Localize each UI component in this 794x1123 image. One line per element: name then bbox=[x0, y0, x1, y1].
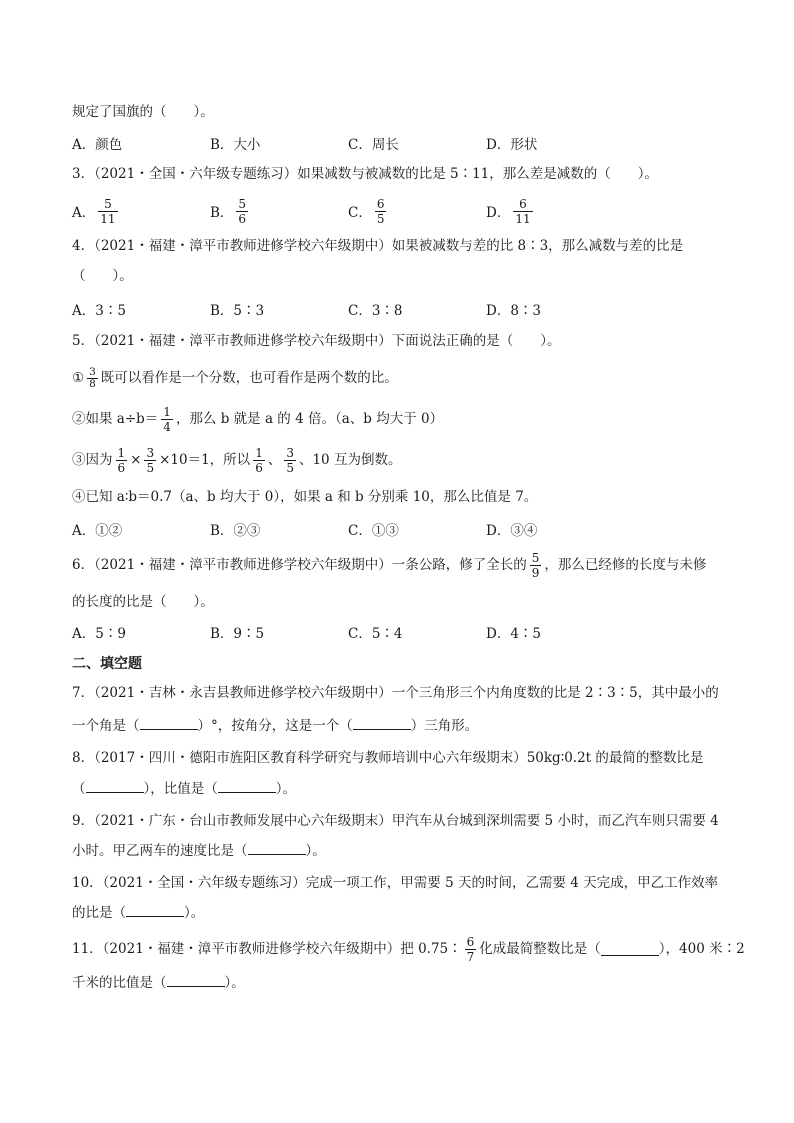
q3-stem: 3．（2021・全国・六年级专题练习）如果减数与被减数的比是 5∶11，那么差是减数的（ ）。 bbox=[72, 166, 659, 182]
fraction bbox=[98, 197, 117, 226]
q8-line-1: 8．（2017・四川・德阳市旌阳区教育科学研究与教师培训中心六年级期末）50kg∶0.2t 的最简的整数比是 bbox=[72, 750, 704, 766]
denominator: 11 bbox=[100, 211, 116, 226]
numerator: 3 bbox=[89, 365, 96, 378]
statement-text: 、10 互为倒数。 bbox=[298, 452, 402, 468]
q4-options bbox=[72, 291, 632, 327]
q3-options bbox=[72, 193, 632, 229]
q10-line-1: 10．（2021・全国・六年级专题练习）完成一项工作，甲需要 5 天的时间，乙需要 4 天完成，甲乙工作效率 bbox=[72, 875, 719, 891]
text: （ bbox=[72, 781, 86, 797]
q6-stem bbox=[72, 548, 706, 582]
text: ）°，按角分，这是一个（ bbox=[197, 718, 353, 734]
answer-blank[interactable] bbox=[248, 842, 306, 855]
text: ），400 米∶2 bbox=[658, 941, 745, 957]
fraction bbox=[530, 551, 542, 580]
text: ）。 bbox=[275, 781, 296, 797]
text: ）。 bbox=[305, 843, 326, 859]
denominator: 5 bbox=[146, 460, 155, 475]
fraction bbox=[116, 446, 128, 475]
q7-line-1: 7．（2021・吉林・永吉县教师进修学校六年级期中）一个三角形三个内角度数的比是 2∶3∶5，其中最小的 bbox=[72, 685, 719, 701]
denominator: 5 bbox=[376, 211, 385, 226]
q2-option-a: A．颜色 bbox=[72, 137, 123, 153]
numerator: 1 bbox=[117, 445, 126, 460]
denominator: 4 bbox=[163, 419, 171, 434]
numerator: 5 bbox=[238, 196, 247, 211]
q4-option-b: B．5∶3 bbox=[210, 303, 265, 319]
times-sign: × bbox=[130, 452, 142, 468]
text: ）。 bbox=[184, 905, 205, 921]
q2-tail: 规定了国旗的（ ）。 bbox=[72, 104, 214, 120]
answer-blank[interactable] bbox=[126, 904, 184, 917]
option-label: C． bbox=[348, 205, 372, 221]
denominator: 9 bbox=[531, 565, 540, 580]
numerator: 6 bbox=[466, 934, 475, 949]
q4-option-d: D．8∶3 bbox=[486, 303, 542, 319]
q5-option-d: D．③④ bbox=[486, 523, 538, 539]
option-label: B． bbox=[210, 205, 234, 221]
q3-option-b bbox=[210, 193, 251, 229]
q5-option-b: B．②③ bbox=[210, 523, 261, 539]
denominator: 11 bbox=[515, 211, 531, 226]
q2-option-c: C．周长 bbox=[348, 137, 399, 153]
q5-option-c: C．①③ bbox=[348, 523, 399, 539]
stem-text: ，那么已经修的长度与未修 bbox=[544, 557, 707, 573]
q2-option-b: B．大小 bbox=[210, 137, 261, 153]
section-heading: 二、填空题 bbox=[72, 656, 142, 672]
denominator: 8 bbox=[89, 377, 96, 390]
statement-text: ×10＝1，所以 bbox=[159, 452, 251, 468]
denominator: 7 bbox=[466, 949, 475, 964]
text: ），比值是（ bbox=[143, 781, 218, 797]
text: 化成最简整数比是（ bbox=[479, 941, 601, 957]
q5-statement-3 bbox=[72, 444, 401, 476]
q6-option-d: D．4∶5 bbox=[486, 626, 542, 642]
q8-line-2 bbox=[72, 779, 296, 799]
fraction bbox=[284, 446, 296, 475]
answer-blank[interactable] bbox=[353, 717, 411, 730]
q5-option-a: A．①② bbox=[72, 523, 123, 539]
numerator: 3 bbox=[286, 445, 294, 460]
q11-line-2 bbox=[72, 973, 245, 993]
text: 11．（2021・福建・漳平市教师进修学校六年级期中）把 0.75∶ bbox=[72, 941, 462, 957]
fraction bbox=[161, 405, 173, 434]
q9-line-2 bbox=[72, 841, 326, 861]
statement-marker: ① bbox=[72, 370, 85, 386]
q4-stem: 4．（2021・福建・漳平市教师进修学校六年级期中）如果被减数与差的比 8∶3，那么减数与差的比是 bbox=[72, 238, 684, 254]
text: 千米的比值是（ bbox=[72, 975, 167, 991]
numerator: 1 bbox=[163, 404, 171, 419]
numerator: 5 bbox=[531, 550, 540, 565]
q5-statement-2 bbox=[72, 403, 443, 435]
stem-text: 6．（2021・福建・漳平市教师进修学校六年级期中）一条公路，修了全长的 bbox=[72, 557, 527, 573]
numerator: 3 bbox=[146, 445, 155, 460]
q3-option-a bbox=[72, 193, 121, 229]
q5-options bbox=[72, 511, 632, 547]
q11-line-1 bbox=[72, 932, 745, 966]
statement-text: ②如果 a÷b＝ bbox=[72, 411, 159, 427]
answer-blank[interactable] bbox=[601, 943, 659, 956]
statement-text: 既可以看作是一个分数，也可看作是两个数的比。 bbox=[100, 370, 398, 386]
separator: 、 bbox=[267, 452, 282, 468]
option-label: A． bbox=[72, 205, 96, 221]
option-label: D． bbox=[486, 205, 511, 221]
q6-options bbox=[72, 614, 632, 650]
fraction bbox=[375, 197, 387, 226]
q4-option-c: C．3∶8 bbox=[348, 303, 403, 319]
fraction bbox=[144, 446, 156, 475]
answer-blank[interactable] bbox=[167, 974, 225, 987]
q6-option-a: A．5∶9 bbox=[72, 626, 126, 642]
q5-statement-4: ④已知 a∶b＝0.7（a、b 均大于 0），如果 a 和 b 分别乘 10，那么比值是 7。 bbox=[72, 489, 538, 505]
denominator: 6 bbox=[117, 460, 126, 475]
numerator: 5 bbox=[104, 196, 112, 211]
numerator: 6 bbox=[376, 196, 385, 211]
text: 的比是（ bbox=[72, 905, 126, 921]
q5-stem: 5．（2021・福建・漳平市教师进修学校六年级期中）下面说法正确的是（ ）。 bbox=[72, 333, 561, 349]
denominator: 5 bbox=[286, 460, 294, 475]
statement-text: ③因为 bbox=[72, 452, 113, 468]
denominator: 6 bbox=[255, 460, 263, 475]
q9-line-1: 9．（2021・广东・台山市教师发展中心六年级期末）甲汽车从台城到深圳需要 5 小时，而乙汽车则只需要 4 bbox=[72, 813, 719, 829]
numerator: 6 bbox=[519, 196, 527, 211]
q6-stem-cont: 的长度的比是（ ）。 bbox=[72, 594, 214, 610]
fraction bbox=[253, 446, 265, 475]
answer-blank[interactable] bbox=[218, 780, 276, 793]
text: ）三角形。 bbox=[410, 718, 479, 734]
fraction bbox=[465, 935, 477, 964]
statement-text: ，那么 b 就是 a 的 4 倍。（a、b 均大于 0） bbox=[175, 411, 444, 427]
q6-option-c: C．5∶4 bbox=[348, 626, 403, 642]
text: ）。 bbox=[224, 975, 245, 991]
q4-option-a: A．3∶5 bbox=[72, 303, 126, 319]
answer-blank[interactable] bbox=[140, 717, 198, 730]
q7-line-2 bbox=[72, 716, 478, 736]
q10-line-2 bbox=[72, 903, 204, 923]
text: 一个角是（ bbox=[72, 718, 140, 734]
fraction bbox=[513, 197, 532, 226]
q3-option-c bbox=[348, 193, 389, 229]
answer-blank[interactable] bbox=[86, 780, 144, 793]
denominator: 6 bbox=[238, 211, 247, 226]
q2-options bbox=[72, 125, 632, 161]
q3-option-d bbox=[486, 193, 536, 229]
q5-statement-1 bbox=[72, 362, 398, 394]
fraction bbox=[236, 197, 248, 226]
q2-option-d: D．形状 bbox=[486, 137, 538, 153]
fraction bbox=[87, 367, 98, 390]
q4-stem-cont: （ ）。 bbox=[72, 268, 133, 284]
numerator: 1 bbox=[255, 445, 263, 460]
text: 小时。甲乙两车的速度比是（ bbox=[72, 843, 248, 859]
q6-option-b: B．9∶5 bbox=[210, 626, 265, 642]
